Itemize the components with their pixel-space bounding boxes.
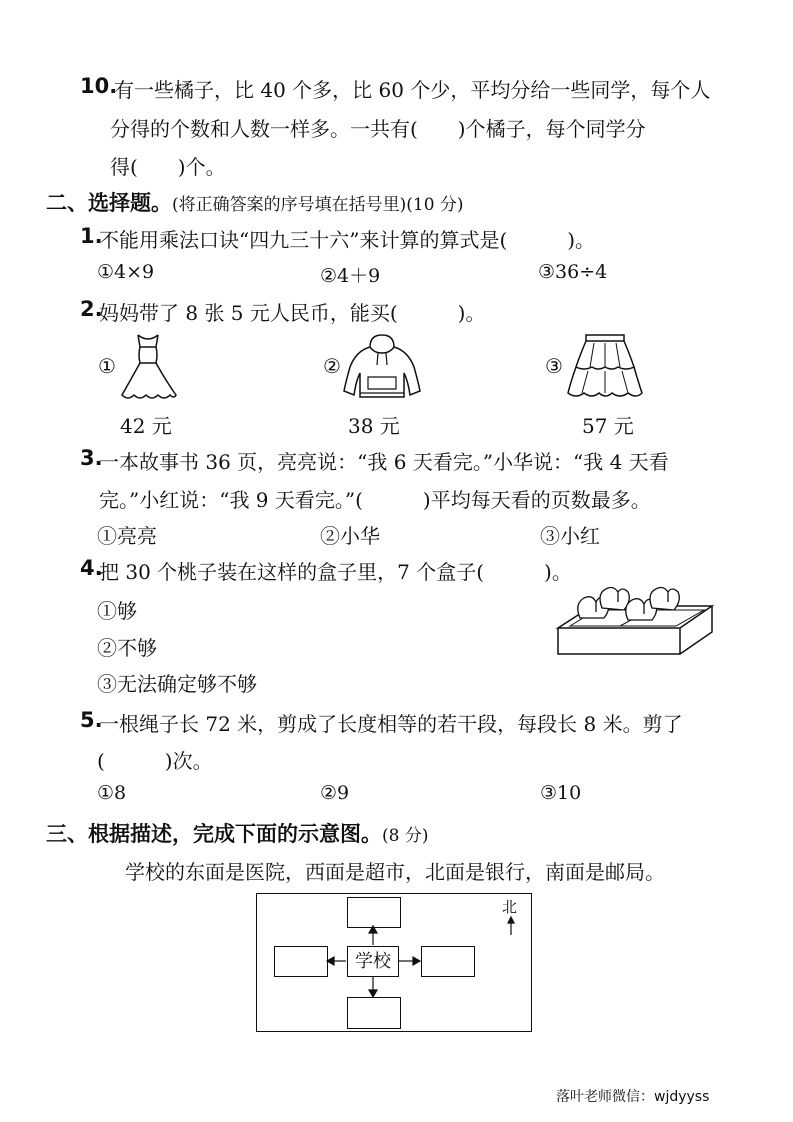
q10-number: 10. bbox=[80, 74, 118, 98]
q2-item-3-price: 57 元 bbox=[582, 414, 634, 438]
section3-note: (8 分) bbox=[382, 826, 429, 846]
section2-note: (将正确答案的序号填在括号里)(10 分) bbox=[172, 195, 464, 215]
q2-text: 妈妈带了 8 张 5 元人民币，能买( )。 bbox=[99, 301, 486, 325]
q10-line-3: 得( )个。 bbox=[110, 155, 226, 179]
q5-option-3[interactable]: ③10 bbox=[540, 782, 582, 804]
section2-heading-row bbox=[46, 187, 464, 217]
footer-contact: 落叶老师微信：wjdyyss bbox=[556, 1089, 710, 1105]
north-compass-label: 北 bbox=[502, 898, 518, 916]
q10-line-1: 有一些橘子，比 40 个多，比 60 个少，平均分给一些同学，每个人 bbox=[114, 78, 711, 102]
section3-heading-row bbox=[46, 818, 428, 848]
peach-box-illustration bbox=[556, 582, 714, 658]
north-answer-box[interactable] bbox=[347, 897, 401, 928]
east-answer-box[interactable] bbox=[421, 946, 475, 977]
q2-item-1-mark[interactable]: ① bbox=[98, 354, 116, 378]
q4-option-2[interactable]: ②不够 bbox=[97, 636, 157, 660]
q3-option-2[interactable]: ②小华 bbox=[320, 524, 380, 548]
q4-number: 4. bbox=[80, 556, 103, 580]
q3-line-2: 完。”小红说：“我 9 天看完。”( )平均每天看的页数最多。 bbox=[99, 488, 651, 512]
q1-option-2[interactable]: ②4＋9 bbox=[320, 265, 381, 287]
q3-line-1: 一本故事书 36 页，亮亮说：“我 6 天看完。”小华说：“我 4 天看 bbox=[99, 450, 669, 474]
west-answer-box[interactable] bbox=[274, 946, 328, 977]
q4-option-3[interactable]: ③无法确定够不够 bbox=[97, 672, 257, 696]
hoodie-icon bbox=[342, 333, 422, 403]
q2-number: 2. bbox=[80, 297, 103, 321]
q3-number: 3. bbox=[80, 446, 103, 470]
section2-heading: 二、选择题。 bbox=[46, 191, 172, 215]
section3-heading: 三、根据描述，完成下面的示意图。 bbox=[46, 822, 382, 846]
q1-option-1[interactable]: ①4×9 bbox=[97, 261, 155, 283]
q4-text: 把 30 个桃子装在这样的盒子里，7 个盒子( )。 bbox=[99, 560, 572, 584]
q10-line-2: 分得的个数和人数一样多。一共有( )个橘子，每个同学分 bbox=[110, 117, 646, 141]
south-answer-box[interactable] bbox=[347, 997, 401, 1029]
q5-option-1[interactable]: ①8 bbox=[97, 782, 127, 804]
section3-description: 学校的东面是医院，西面是超市，北面是银行，南面是邮局。 bbox=[125, 860, 665, 884]
q1-number: 1. bbox=[80, 224, 103, 248]
dress-icon bbox=[118, 333, 178, 405]
q5-line-2: ( )次。 bbox=[97, 749, 213, 773]
q1-option-3[interactable]: ③36÷4 bbox=[538, 261, 608, 283]
q5-number: 5. bbox=[80, 708, 103, 732]
q2-item-2-price: 38 元 bbox=[348, 414, 400, 438]
q4-option-1[interactable]: ①够 bbox=[97, 599, 137, 623]
q1-text: 不能用乘法口诀“四九三十六”来计算的算式是( )。 bbox=[99, 228, 596, 252]
school-box: 学校 bbox=[347, 946, 399, 977]
q2-item-2-mark[interactable]: ② bbox=[323, 354, 341, 378]
q5-option-2[interactable]: ②9 bbox=[320, 782, 350, 804]
q2-item-3-mark[interactable]: ③ bbox=[545, 354, 563, 378]
q2-item-1-price: 42 元 bbox=[120, 414, 172, 438]
q3-option-1[interactable]: ①亮亮 bbox=[97, 524, 157, 548]
q5-line-1: 一根绳子长 72 米，剪成了长度相等的若干段，每段长 8 米。剪了 bbox=[99, 712, 683, 736]
q3-option-3[interactable]: ③小红 bbox=[540, 524, 600, 548]
skirt-icon bbox=[566, 333, 644, 401]
